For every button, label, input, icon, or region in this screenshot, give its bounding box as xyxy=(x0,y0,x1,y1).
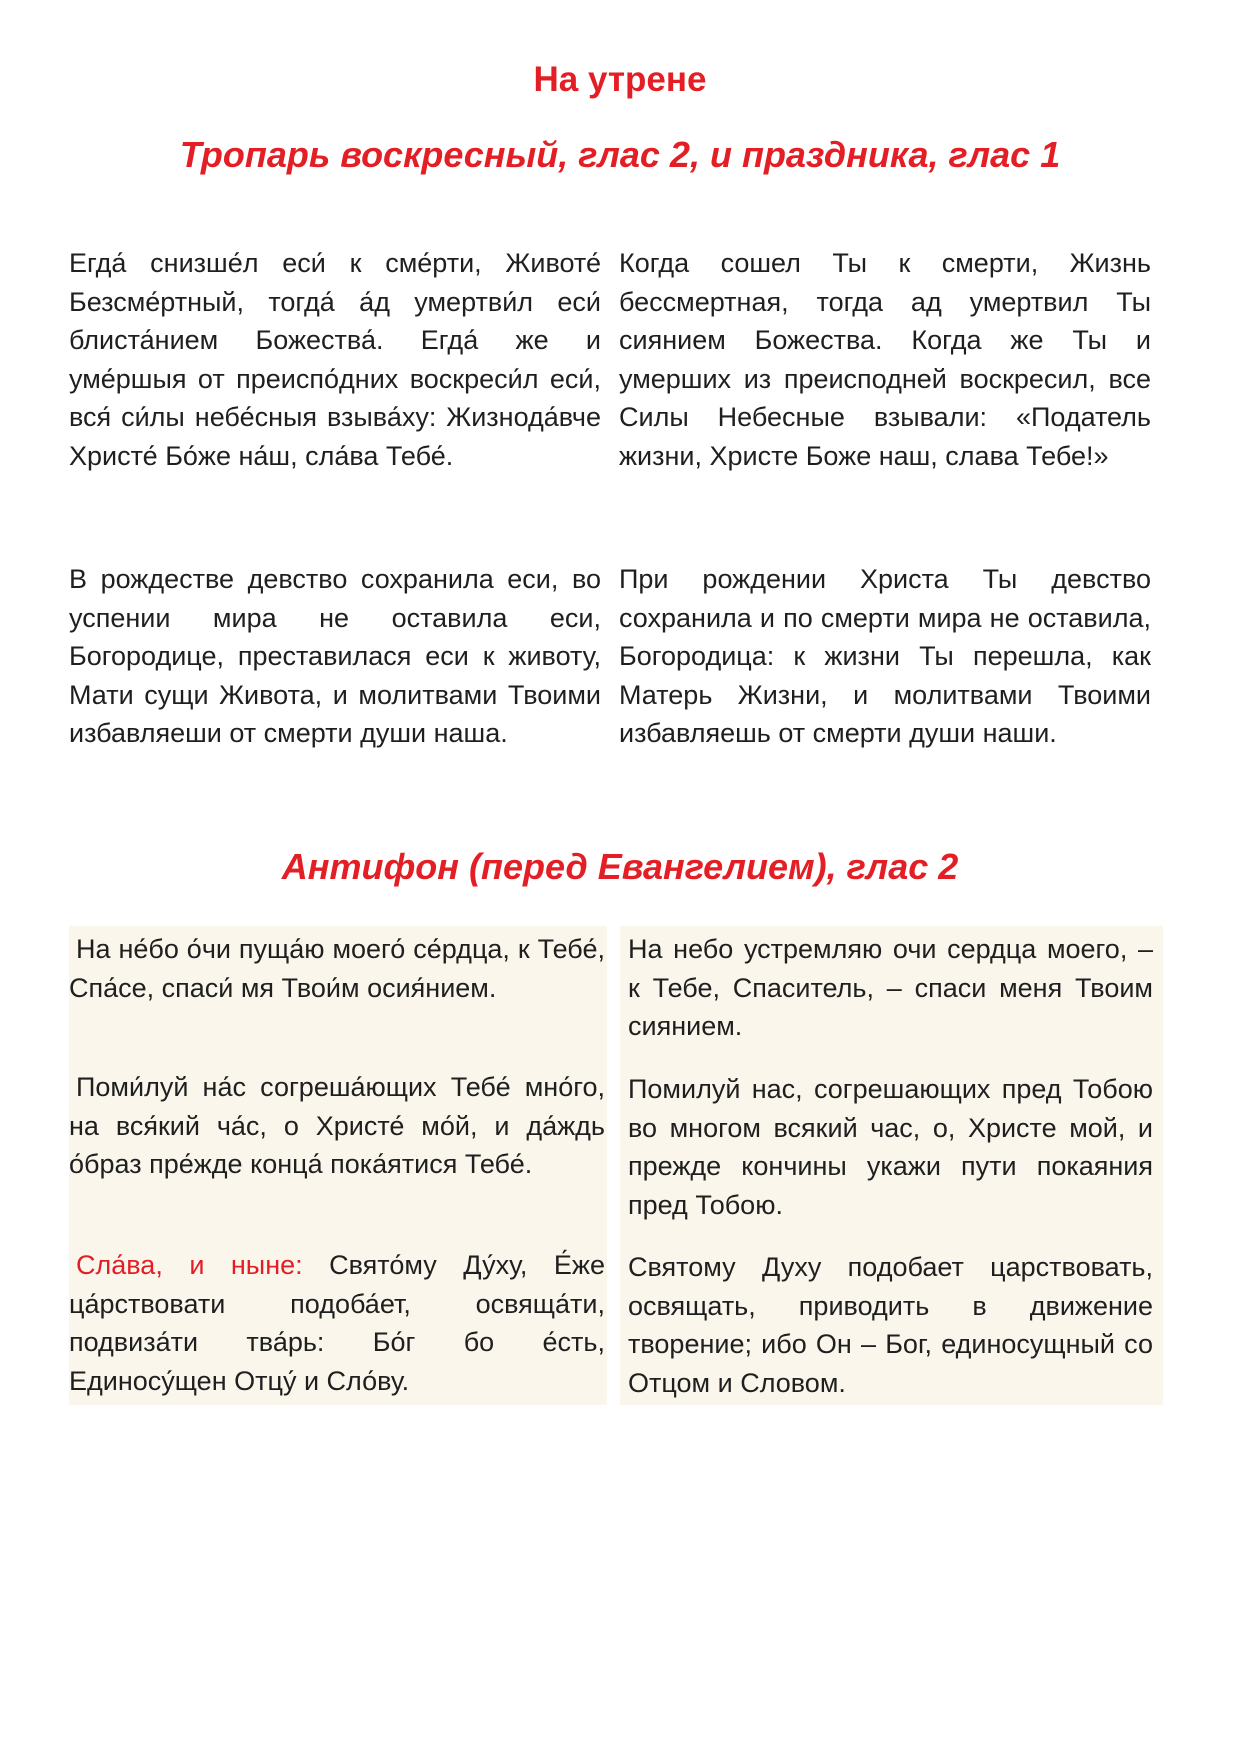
antiphon-russian-paragraph-3: Святому Духу подобает царствовать, освящать, приводить в движение творение; ибо Он – Бог, единосущный со Отцом и Словом. xyxy=(628,1252,1153,1398)
troparion-slavonic-paragraph-1: Егда́ снизше́л еси́ к сме́рти, Животе́ Безсме́ртный, тогда́ а́д умертви́л еси́ блиста́нием Божества́. Егда́ же и уме́ршыя от преиспо́дних воскреси́л еси́, вся́ си́лы небе́сныя взыва́ху: Жизнода́вче Христе́ Бо́же на́ш, сла́ва Тебе́. xyxy=(69,248,601,471)
antiphon-slavonic-paragraph-1: На не́бо о́чи пуща́ю моего́ се́рдца, к Тебе́, Спа́се, спаси́ мя Твои́м осия́нием. xyxy=(69,934,605,1003)
troparion-russian-paragraph-2: При рождении Христа Ты девство сохранила и по смерти мира не оставила, Богородица: к жизни Ты перешла, как Матерь Жизни, и молитвами Твоими избавляешь от смерти души наши. xyxy=(619,564,1151,749)
antiphon-slavonic-paragraph-3-text: Свято́му Ду́ху, Е́же ца́рствовати подоба́ет, освяща́ти, подвиза́ти тва́рь: Бо́г бо е́сть, Единосу́щен Отцу́ и Сло́ву. xyxy=(69,1250,605,1396)
antiphon-russian-paragraph-2: Помилуй нас, согрешающих пред Тобою во многом всякий час, о, Христе мой, и прежде кончины укажи пути покаяния пред Тобою. xyxy=(628,1074,1153,1220)
troparion-slavonic-paragraph-2: В рождестве девство сохранила еси, во успении мира не оставила еси, Богородице, преставилася еси к животу, Мати сущи Живота, и молитвами Твоими избавляеши от смерти души наша. xyxy=(69,564,601,749)
troparion-heading: Тропарь воскресный, глас 2, и праздника, глас 1 xyxy=(179,134,1061,175)
antiphon-heading: Антифон (перед Евангелием), глас 2 xyxy=(281,846,959,887)
troparion-russian-paragraph-1: Когда сошел Ты к смерти, Жизнь бессмертная, тогда ад умертвил Ты сиянием Божества. Когда же Ты и умерших из преисподней воскресил, все Силы Небесные взывали: «Податель жизни, Христе Боже наш, слава Тебе!» xyxy=(619,248,1151,471)
page-title: На утрене xyxy=(533,60,707,99)
antiphon-slavonic-paragraph-3 xyxy=(69,1246,605,1400)
antiphon-russian-paragraph-1: На небо устремляю очи сердца моего, – к Тебе, Спаситель, – спаси меня Твоим сиянием. xyxy=(628,934,1153,1042)
antiphon-slavonic-paragraph-2: Поми́луй на́с согреша́ющих Тебе́ мно́го, на вся́кий ча́с, о Христе́ мо́й, и да́ждь о́браз пре́жде конца́ пока́ятися Тебе́. xyxy=(69,1072,605,1180)
glory-rubric: Сла́ва, и ныне: xyxy=(76,1250,303,1280)
